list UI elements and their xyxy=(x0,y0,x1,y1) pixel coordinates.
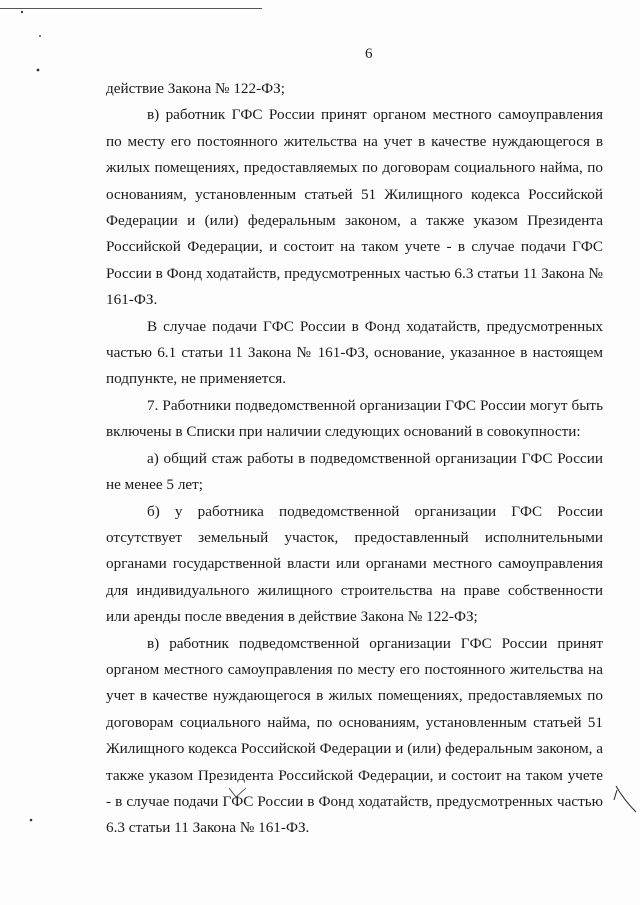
pen-mark xyxy=(614,790,617,800)
top-rule xyxy=(0,8,262,9)
paragraph-section-7: 7. Работники подведомственной организации ГФС России могут быть включены в Списки при наличии следующих оснований в совокупности: xyxy=(106,396,603,441)
paragraph-item-6v: в) работник ГФС России принят органом местного самоуправления по месту его постоянного жительства на учет в качестве нуждающегося в жилых помещениях, предоставляемых по договорам социального найма, по основаниям, установленным статьей 51 Жилищного кодекса Российской Федерации и (или) федеральным законом, а также указом Президента Российской Федерации, и состоит на таком учете - в случае подачи ГФС России в Фонд ходатайств, предусмотренных частью 6.3 статьи 11 Закона № 161-ФЗ. xyxy=(106,106,603,309)
paragraph-item-7v: в) работник подведомственной организации ГФС России принят органом местного самоуправления по месту его постоянного жительства на учет в качестве нуждающегося в жилых помещениях, предоставляемых по договорам социального найма, по основаниям, установленным статьей 51 Жилищного кодекса Российской Федерации и (или) федеральным законом, а также указом Президента Российской Федерации, и состоит на таком учете - в случае подачи ГФС России в Фонд ходатайств, предусмотренных частью 6.3 статьи 11 Закона № 161-ФЗ. xyxy=(106,634,603,837)
paragraph-exception-note: В случае подачи ГФС России в Фонд ходатайств, предусмотренных частью 6.1 статьи 11 Закона № 161-ФЗ, основание, указанное в настоящем подпункте, не применяется. xyxy=(106,317,603,388)
paragraph-continuation: действие Закона № 122-ФЗ; xyxy=(106,80,285,97)
body-text xyxy=(106,76,603,842)
scan-speck xyxy=(39,35,41,37)
scan-speck xyxy=(30,819,33,822)
pen-mark xyxy=(616,786,636,812)
scan-speck xyxy=(21,11,23,13)
page-number: 6 xyxy=(365,46,373,62)
scan-speck xyxy=(37,69,40,72)
paragraph-item-7b: б) у работника подведомственной организации ГФС России отсутствует земельный участок, предоставленный исполнительными органами государственной власти или органами местного самоуправления для индивидуального жилищного строительства на праве собственности или аренды после введения в действие Закона № 122-ФЗ; xyxy=(106,502,603,626)
paragraph-item-7a: а) общий стаж работы в подведомственной организации ГФС России не менее 5 лет; xyxy=(106,449,603,494)
